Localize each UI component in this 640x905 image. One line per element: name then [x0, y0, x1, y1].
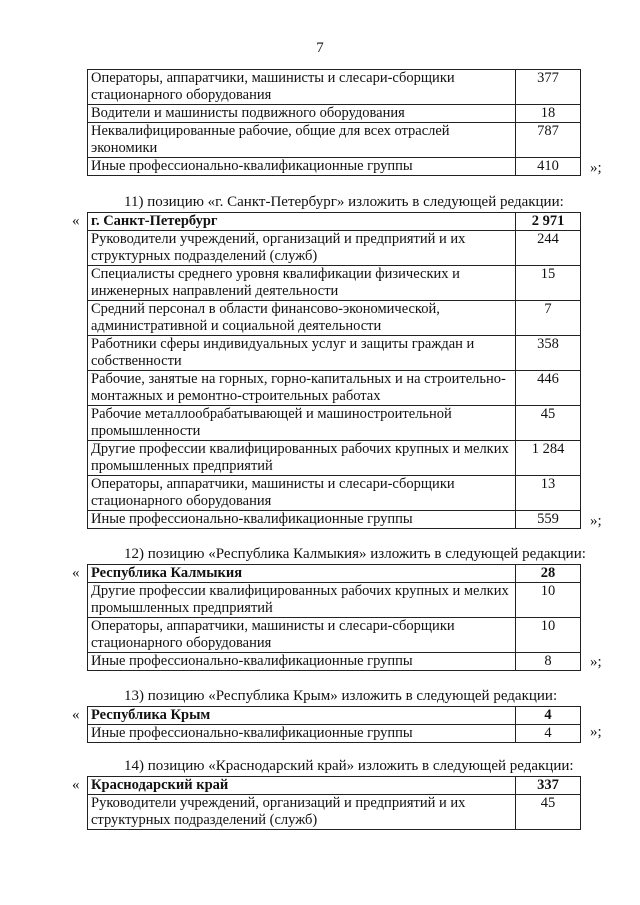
closing-quote: »;	[590, 724, 602, 740]
row-name: Средний персонал в области финансово-экономической, административной и социальной деятельности	[88, 301, 516, 336]
table-row	[88, 441, 581, 476]
table-header-row	[88, 565, 581, 583]
table-header-row	[88, 707, 581, 725]
table-continuation	[87, 69, 581, 176]
table-row	[88, 371, 581, 406]
region-name: г. Санкт-Петербург	[88, 213, 516, 231]
table-row	[88, 266, 581, 301]
table-krasnodar	[87, 776, 581, 830]
region-name: Республика Крым	[88, 707, 516, 725]
row-name: Рабочие, занятые на горных, горно-капитальных и на строительно-монтажных и ремонтно-строительных работах	[88, 371, 516, 406]
amendment-paragraph-11: 11) позицию «г. Санкт-Петербург» изложить в следующей редакции:	[124, 194, 564, 210]
row-value: 45	[516, 795, 581, 830]
row-name: Операторы, аппаратчики, машинисты и слесари-сборщики стационарного оборудования	[88, 476, 516, 511]
row-value: 45	[516, 406, 581, 441]
table-row	[88, 583, 581, 618]
row-name: Руководители учреждений, организаций и предприятий и их структурных подразделений (служб)	[88, 795, 516, 830]
region-total: 4	[516, 707, 581, 725]
table-row	[88, 725, 581, 743]
row-name: Иные профессионально-квалификационные группы	[88, 653, 516, 671]
row-value: 18	[516, 105, 581, 123]
table-row	[88, 653, 581, 671]
row-name: Иные профессионально-квалификационные группы	[88, 725, 516, 743]
table-saint-petersburg	[87, 212, 581, 529]
row-value: 15	[516, 266, 581, 301]
row-value: 446	[516, 371, 581, 406]
row-name: Неквалифицированные рабочие, общие для всех отраслей экономики	[88, 123, 516, 158]
table-row	[88, 511, 581, 529]
region-total: 337	[516, 777, 581, 795]
table-row	[88, 336, 581, 371]
row-name: Операторы, аппаратчики, машинисты и слесари-сборщики стационарного оборудования	[88, 70, 516, 105]
row-value: 787	[516, 123, 581, 158]
row-name: Специалисты среднего уровня квалификации физических и инженерных направлений деятельности	[88, 266, 516, 301]
table-row	[88, 476, 581, 511]
table-kalmykia	[87, 564, 581, 671]
row-value: 410	[516, 158, 581, 176]
row-name: Водители и машинисты подвижного оборудования	[88, 105, 516, 123]
row-name: Другие профессии квалифицированных рабочих крупных и мелких промышленных предприятий	[88, 441, 516, 476]
table-row	[88, 618, 581, 653]
table-row	[88, 123, 581, 158]
row-name: Работники сферы индивидуальных услуг и защиты граждан и собственности	[88, 336, 516, 371]
row-value: 377	[516, 70, 581, 105]
amendment-paragraph-14: 14) позицию «Краснодарский край» изложить в следующей редакции:	[124, 758, 574, 774]
row-name: Операторы, аппаратчики, машинисты и слесари-сборщики стационарного оборудования	[88, 618, 516, 653]
table-crimea	[87, 706, 581, 743]
opening-quote: «	[72, 213, 80, 229]
row-value: 4	[516, 725, 581, 743]
table-header-row	[88, 213, 581, 231]
region-total: 2 971	[516, 213, 581, 231]
table-row	[88, 795, 581, 830]
row-value: 13	[516, 476, 581, 511]
row-value: 1 284	[516, 441, 581, 476]
row-name: Рабочие металлообрабатывающей и машиностроительной промышленности	[88, 406, 516, 441]
region-name: Краснодарский край	[88, 777, 516, 795]
row-value: 7	[516, 301, 581, 336]
table-header-row	[88, 777, 581, 795]
table-row	[88, 70, 581, 105]
table-row	[88, 105, 581, 123]
closing-quote: »;	[590, 654, 602, 670]
amendment-paragraph-12: 12) позицию «Республика Калмыкия» изложить в следующей редакции:	[124, 546, 586, 562]
row-name: Иные профессионально-квалификационные группы	[88, 511, 516, 529]
row-name: Руководители учреждений, организаций и предприятий и их структурных подразделений (служб)	[88, 231, 516, 266]
row-name: Другие профессии квалифицированных рабочих крупных и мелких промышленных предприятий	[88, 583, 516, 618]
row-value: 10	[516, 618, 581, 653]
closing-quote: »;	[590, 160, 602, 176]
table-row	[88, 231, 581, 266]
row-value: 244	[516, 231, 581, 266]
opening-quote: «	[72, 707, 80, 723]
opening-quote: «	[72, 565, 80, 581]
row-value: 559	[516, 511, 581, 529]
row-value: 10	[516, 583, 581, 618]
table-row	[88, 406, 581, 441]
row-name: Иные профессионально-квалификационные группы	[88, 158, 516, 176]
closing-quote: »;	[590, 513, 602, 529]
table-row	[88, 301, 581, 336]
region-name: Республика Калмыкия	[88, 565, 516, 583]
row-value: 8	[516, 653, 581, 671]
amendment-paragraph-13: 13) позицию «Республика Крым» изложить в следующей редакции:	[124, 688, 558, 704]
table-row	[88, 158, 581, 176]
page-number: 7	[316, 40, 324, 56]
region-total: 28	[516, 565, 581, 583]
row-value: 358	[516, 336, 581, 371]
opening-quote: «	[72, 777, 80, 793]
